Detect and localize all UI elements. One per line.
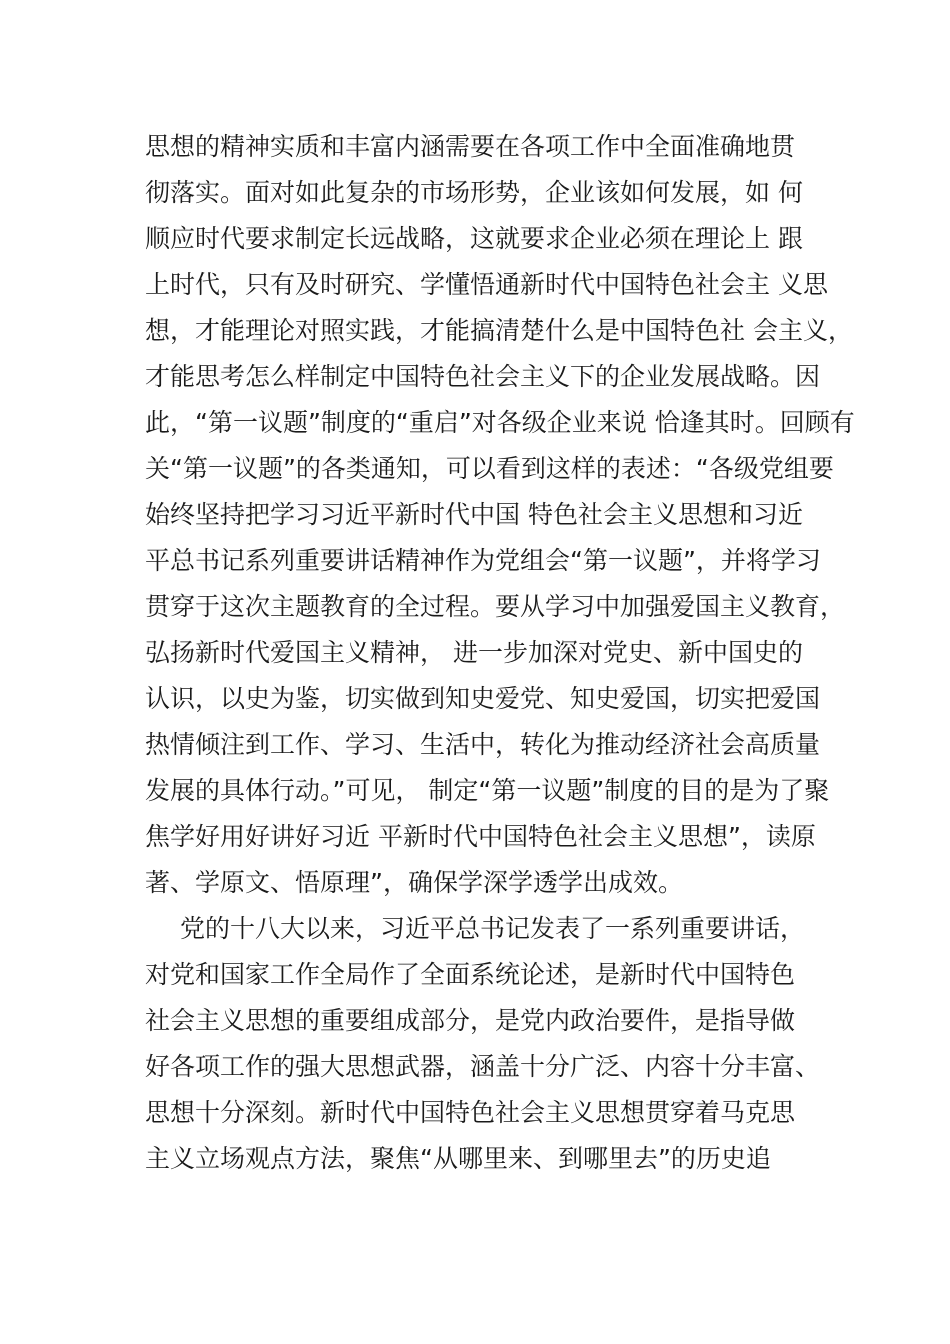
text-line: 想，才能理论对照实践，才能搞清楚什么是中国特色社 会主义， — [145, 316, 853, 345]
text-line: 顺应时代要求制定长远战略，这就要求企业必须在理论上 跟 — [145, 224, 803, 253]
text-line: 热情倾注到工作、学习、生活中，转化为推动经济社会高质量 — [145, 730, 821, 759]
text-line: 思想十分深刻。新时代中国特色社会主义思想贯穿着马克思 — [145, 1098, 796, 1127]
text-line: 关“第一议题”的各类通知，可以看到这样的表述：“各级党组要 — [145, 454, 834, 483]
text-line: 焦学好用好讲好习近 平新时代中国特色社会主义思想”，读原 — [145, 822, 816, 851]
text-line: 发展的具体行动。”可见， 制定“第一议题”制度的目的是为了聚 — [145, 776, 830, 805]
text-line: 主义立场观点方法，聚焦“从哪里来、到哪里去”的历史追 — [145, 1144, 771, 1173]
text-line: 著、学原文、悟原理”，确保学深学透学出成效。 — [145, 868, 683, 897]
text-line: 好各项工作的强大思想武器，涵盖十分广泛、内容十分丰富、 — [145, 1052, 821, 1081]
text-line: 弘扬新时代爱国主义精神， 进一步加深对党史、新中国史的 — [145, 638, 803, 667]
body-text — [145, 124, 855, 1182]
text-line: 上时代，只有及时研究、学懂悟通新时代中国特色社会主 义思 — [145, 270, 828, 299]
text-line: 对党和国家工作全局作了全面系统论述，是新时代中国特色 — [145, 960, 796, 989]
text-line: 贯穿于这次主题教育的全过程。要从学习中加强爱国主义教育， — [145, 592, 846, 621]
text-line: 始终坚持把学习习近平新时代中国 特色社会主义思想和习近 — [145, 500, 803, 529]
text-line: 才能思考怎么样制定中国特色社会主义下的企业发展战略。因 — [145, 362, 821, 391]
paragraph-start-line: 党的十八大以来，习近平总书记发表了一系列重要讲话， — [180, 914, 806, 943]
text-line: 平总书记系列重要讲话精神作为党组会“第一议题”，并将学习 — [145, 546, 821, 575]
text-line: 思想的精神实质和丰富内涵需要在各项工作中全面准确地贯 — [145, 132, 796, 161]
text-line: 认识，以史为鉴，切实做到知史爱党、知史爱国，切实把爱国 — [145, 684, 821, 713]
text-line: 彻落实。面对如此复杂的市场形势，企业该如何发展，如 何 — [145, 178, 803, 207]
text-line: 社会主义思想的重要组成部分，是党内政治要件，是指导做 — [145, 1006, 796, 1035]
text-line: 此，“第一议题”制度的“重启”对各级企业来说 恰逢其时。回顾有 — [145, 408, 855, 437]
